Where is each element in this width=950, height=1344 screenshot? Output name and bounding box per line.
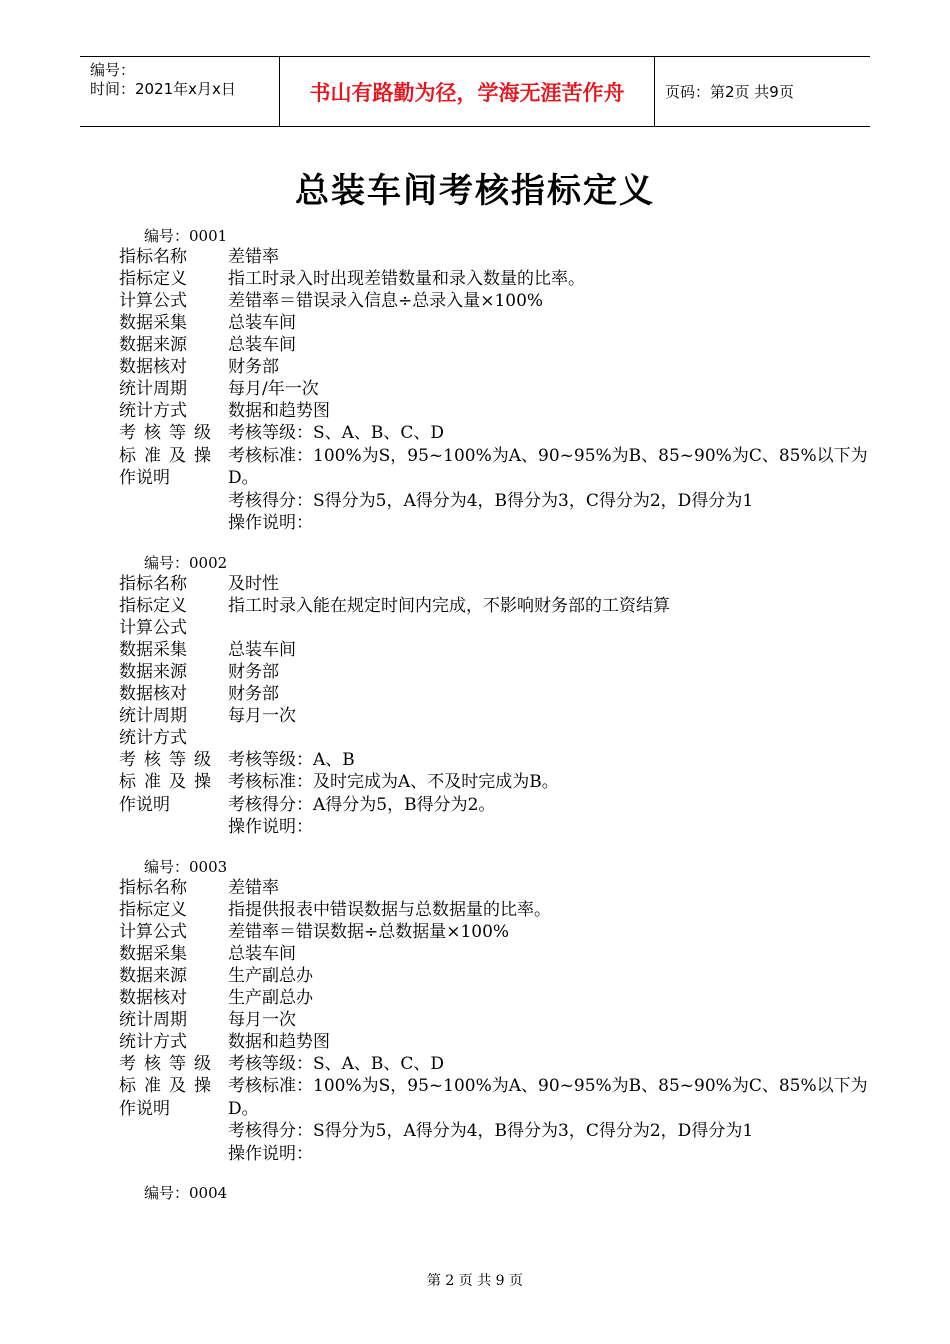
label: 统计方式 [119, 727, 187, 748]
label: 统计周期 [119, 1009, 187, 1030]
header-time-label: 时间：2021年x月x日 [90, 80, 236, 98]
row-check [119, 683, 869, 705]
row-definition [119, 268, 869, 290]
label: 计算公式 [119, 617, 187, 638]
label: 考核等级 [119, 749, 211, 770]
value: 每月一次 [228, 1009, 296, 1030]
value: 每月/年一次 [228, 379, 319, 399]
value [228, 727, 869, 749]
value: 差错率 [228, 247, 279, 267]
label: 指标定义 [119, 899, 187, 920]
label: 考核等级 [119, 1053, 211, 1074]
label: 数据核对 [119, 357, 187, 377]
row-definition [119, 595, 869, 617]
label: 指标名称 [119, 573, 187, 594]
label: 标准及操 [119, 1076, 211, 1096]
label: 统计方式 [119, 401, 187, 421]
row-check [119, 356, 869, 378]
page-header [80, 56, 870, 127]
row-name [119, 877, 869, 899]
label: 标准及操 [119, 445, 211, 466]
label: 数据采集 [119, 943, 187, 964]
row-collection [119, 312, 869, 334]
indicator-block [119, 226, 869, 535]
value: 指工时录入时出现差错数量和录入数量的比率。 [228, 269, 585, 289]
label: 计算公式 [119, 291, 187, 311]
row-source [119, 334, 869, 356]
value: 指提供报表中错误数据与总数据量的比率。 [228, 899, 551, 920]
row-definition [119, 899, 869, 921]
label: 指标定义 [119, 269, 187, 289]
value: 生产副总办 [228, 965, 313, 986]
indicator-code: 编号：0002 [144, 553, 228, 572]
row-collection [119, 639, 869, 661]
row-method [119, 727, 869, 749]
grade-levels: 考核等级：A、B [228, 749, 355, 770]
value: 数据和趋势图 [228, 1031, 330, 1052]
label: 数据来源 [119, 661, 187, 682]
label: 计算公式 [119, 921, 187, 942]
indicator-block [119, 857, 869, 1166]
label: 统计周期 [119, 705, 187, 726]
row-period [119, 378, 869, 400]
value: 生产副总办 [228, 987, 313, 1008]
header-code-label: 编号： [90, 61, 136, 79]
value: 财务部 [228, 661, 279, 682]
row-period [119, 705, 869, 727]
value: 总装车间 [228, 639, 296, 660]
row-grade [119, 749, 869, 839]
row-method [119, 400, 869, 422]
label: 标准及操 [119, 772, 211, 792]
value: 财务部 [228, 683, 279, 704]
value: 指工时录入能在规定时间内完成，不影响财务部的工资结算 [228, 595, 670, 616]
row-method [119, 1031, 869, 1053]
grade-label [119, 749, 228, 839]
grade-standard: 考核标准：100%为S，95~100%为A、90~95%为B、85~90%为C、85%以下为D。 [228, 445, 868, 488]
row-collection [119, 943, 869, 965]
row-grade [119, 422, 869, 535]
row-source [119, 965, 869, 987]
value: 总装车间 [228, 943, 296, 964]
grade-note: 操作说明： [228, 513, 313, 533]
grade-label [119, 1053, 228, 1166]
row-name [119, 246, 869, 268]
label: 作说明 [119, 468, 170, 488]
grade-label [119, 422, 228, 535]
value: 及时性 [228, 573, 279, 594]
label: 作说明 [119, 794, 170, 815]
indicator-code: 编号：0003 [144, 857, 228, 876]
value: 总装车间 [228, 335, 296, 355]
grade-levels: 考核等级：S、A、B、C、D [228, 1053, 445, 1074]
row-formula [119, 290, 869, 312]
grade-values [228, 422, 869, 535]
page-title: 总装车间考核指标定义 [295, 171, 655, 211]
value: 总装车间 [228, 313, 296, 333]
header-left-cell [80, 57, 280, 126]
row-period [119, 1009, 869, 1031]
row-source [119, 661, 869, 683]
label: 数据采集 [119, 313, 187, 333]
grade-score: 考核得分：S得分为5，A得分为4，B得分为3，C得分为2，D得分为1 [228, 490, 754, 511]
header-page-info: 页码：第2页 共9页 [665, 83, 794, 101]
indicator-block [119, 553, 869, 839]
page-footer: 第 2 页 共 9 页 [426, 1273, 524, 1289]
label: 数据来源 [119, 965, 187, 986]
grade-score: 考核得分：A得分为5，B得分为2。 [228, 794, 496, 815]
value: 差错率＝错误数据÷总数据量×100% [228, 921, 510, 942]
label: 数据来源 [119, 335, 187, 355]
indicator-code-next: 编号：0004 [144, 1184, 228, 1202]
grade-values [228, 1053, 869, 1166]
grade-levels: 考核等级：S、A、B、C、D [228, 423, 445, 443]
label: 数据核对 [119, 683, 187, 704]
indicator-code: 编号：0001 [144, 227, 228, 245]
value: 差错率 [228, 877, 279, 898]
value: 财务部 [228, 357, 279, 377]
label: 指标名称 [119, 877, 187, 898]
label: 作说明 [119, 1098, 170, 1119]
grade-standard: 考核标准：及时完成为A、不及时完成为B。 [228, 772, 559, 792]
row-formula [119, 921, 869, 943]
grade-note: 操作说明： [228, 817, 313, 837]
grade-values [228, 749, 869, 839]
grade-standard: 考核标准：100%为S，95~100%为A、90~95%为B、85~90%为C、85%以下为D。 [228, 1076, 868, 1119]
label: 指标名称 [119, 247, 187, 267]
grade-note: 操作说明： [228, 1143, 313, 1164]
indicator-list [119, 226, 869, 1203]
value: 差错率＝错误录入信息÷总录入量×100% [228, 291, 544, 311]
label: 数据核对 [119, 987, 187, 1008]
row-formula [119, 617, 869, 639]
row-check [119, 987, 869, 1009]
value: 数据和趋势图 [228, 401, 330, 421]
value: 每月一次 [228, 705, 296, 726]
label: 指标定义 [119, 595, 187, 616]
row-name [119, 573, 869, 595]
label: 考核等级 [119, 423, 211, 443]
header-motto: 书山有路勤为径，学海无涯苦作舟 [280, 57, 655, 126]
label: 数据采集 [119, 639, 187, 660]
label: 统计方式 [119, 1031, 187, 1052]
row-grade [119, 1053, 869, 1166]
label: 统计周期 [119, 379, 187, 399]
value [228, 617, 869, 639]
grade-score: 考核得分：S得分为5，A得分为4，B得分为3，C得分为2，D得分为1 [228, 1121, 754, 1141]
